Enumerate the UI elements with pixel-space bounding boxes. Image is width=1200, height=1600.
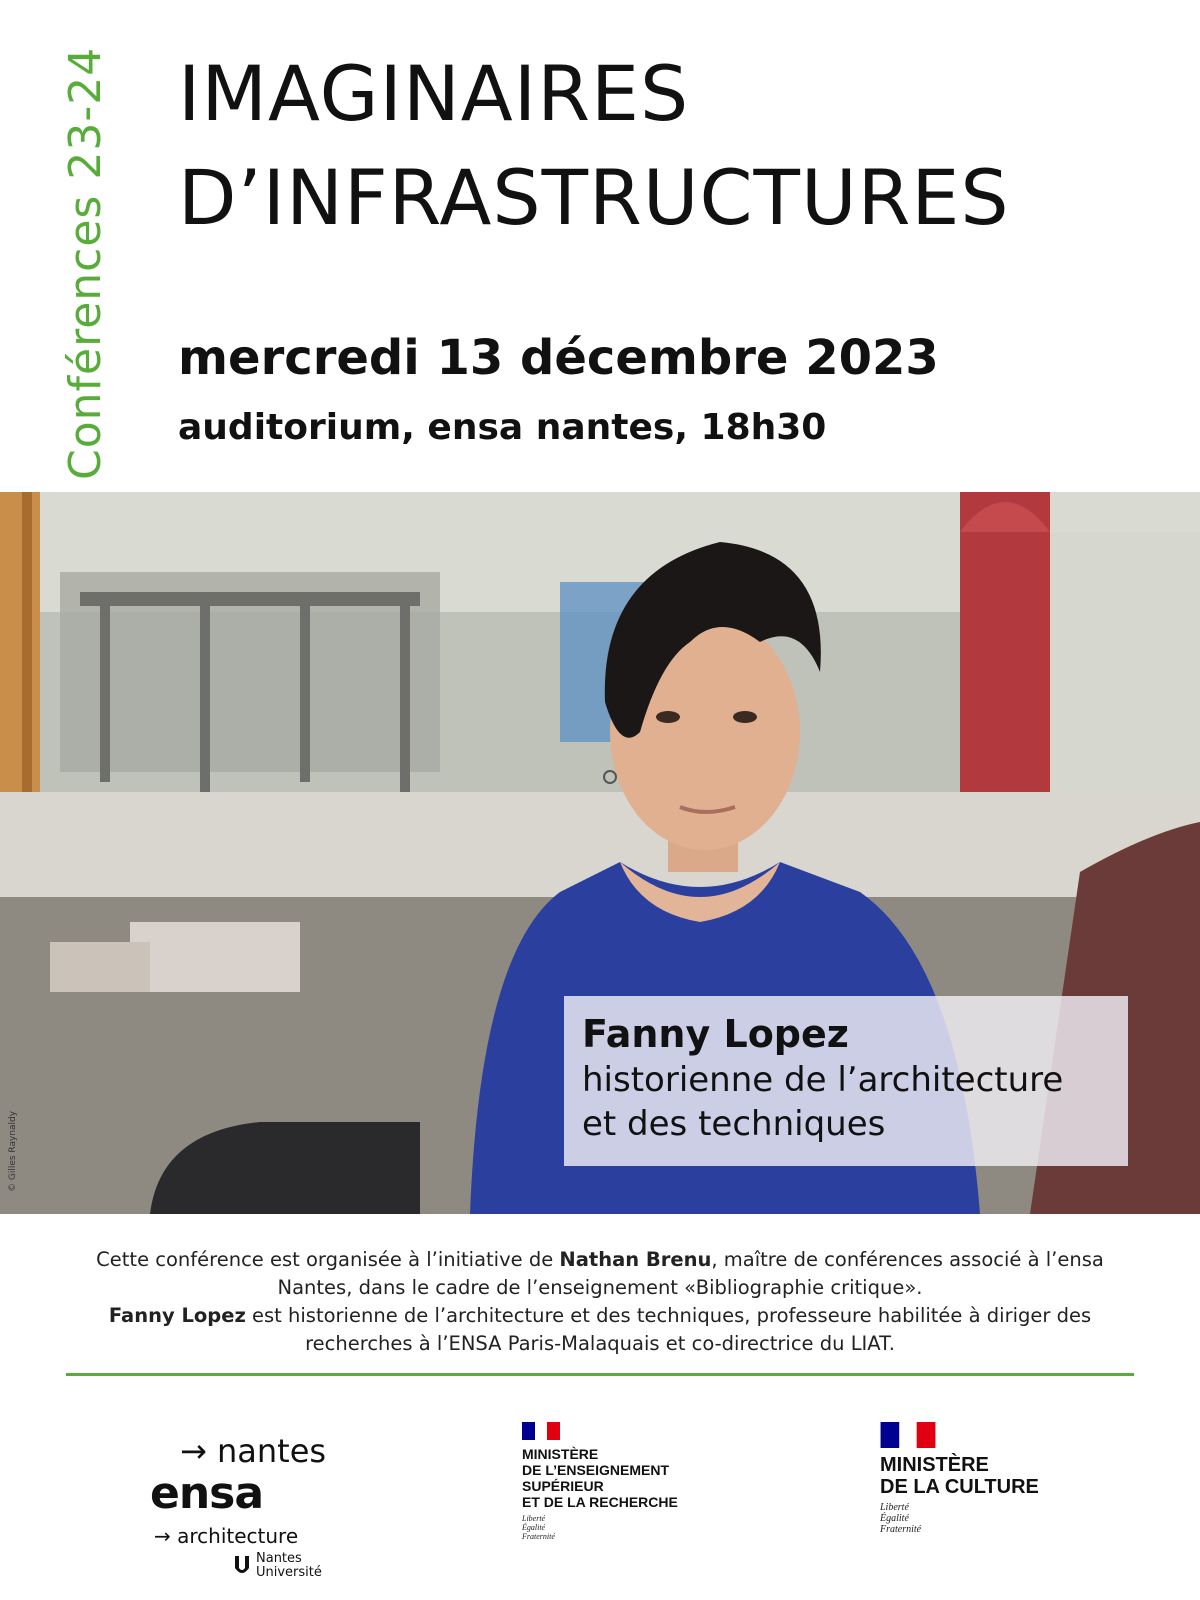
desc-text-1: Cette conférence est organisée à l’initiative de — [96, 1248, 560, 1271]
nantes-universite-icon — [234, 1554, 250, 1576]
marianne-flag-icon — [522, 1422, 560, 1440]
desc-text-2: , maître de conférences associé à l’ensa Nantes, dans le cadre de l’enseignement «Bibliographie critique». — [277, 1248, 1104, 1299]
ministry-culture-logo — [880, 1422, 1100, 1562]
ministry-research-logo — [522, 1422, 742, 1562]
min-research-line-4: ET DE LA RECHERCHE — [522, 1494, 678, 1510]
speaker-role-line-1: historienne de l’architecture — [582, 1060, 1064, 1100]
motto-egalite: Égalité — [880, 1513, 909, 1524]
min-culture-line-1: MINISTÈRE — [880, 1454, 989, 1476]
desc-text-3: est historienne de l’architecture et des techniques, professeure habilitée à diriger des recherches à l’ENSA Paris-Malaquais et co-directrice du LIAT. — [245, 1304, 1092, 1355]
motto-liberte: Liberté — [880, 1502, 909, 1513]
divider-line — [66, 1373, 1134, 1376]
ensa-logo-word: ensa — [150, 1468, 264, 1519]
ensa-logo-nantes: → nantes — [180, 1432, 327, 1470]
photo-credit: © Gilles Raynaldy — [8, 1110, 18, 1192]
min-research-line-3: SUPÉRIEUR — [522, 1478, 604, 1494]
title-line-2: D’INFRASTRUCTURES — [178, 153, 1010, 242]
event-location: auditorium, ensa nantes, 18h30 — [178, 407, 827, 448]
series-label: Conférences 23-24 — [60, 46, 111, 480]
marianne-flag-icon — [880, 1422, 936, 1448]
event-date: mercredi 13 décembre 2023 — [178, 330, 939, 386]
event-title — [178, 42, 1010, 250]
nu-line-2: Université — [256, 1565, 322, 1580]
title-line-1: IMAGINAIRES — [178, 49, 690, 138]
speaker-name-inline: Fanny Lopez — [108, 1304, 246, 1327]
min-culture-line-2: DE LA CULTURE — [880, 1476, 1039, 1498]
organizer-name: Nathan Brenu — [559, 1248, 712, 1271]
ensa-logo-architecture: → architecture — [154, 1524, 299, 1548]
motto-liberte: Liberté — [522, 1514, 546, 1523]
motto-fraternite: Fraternité — [522, 1532, 555, 1541]
ensa-nantes-logo — [150, 1432, 350, 1582]
speaker-role — [582, 1058, 1122, 1146]
speaker-caption — [564, 996, 1128, 1166]
min-research-line-1: MINISTÈRE — [522, 1446, 599, 1462]
motto-fraternite: Fraternité — [880, 1524, 922, 1535]
nu-line-1: Nantes — [256, 1551, 302, 1566]
motto-egalite: Égalité — [522, 1523, 546, 1532]
speaker-name: Fanny Lopez — [582, 1012, 849, 1056]
speaker-role-line-2: et des techniques — [582, 1104, 886, 1144]
min-research-line-2: DE L’ENSEIGNEMENT — [522, 1462, 670, 1478]
event-description — [70, 1246, 1130, 1358]
